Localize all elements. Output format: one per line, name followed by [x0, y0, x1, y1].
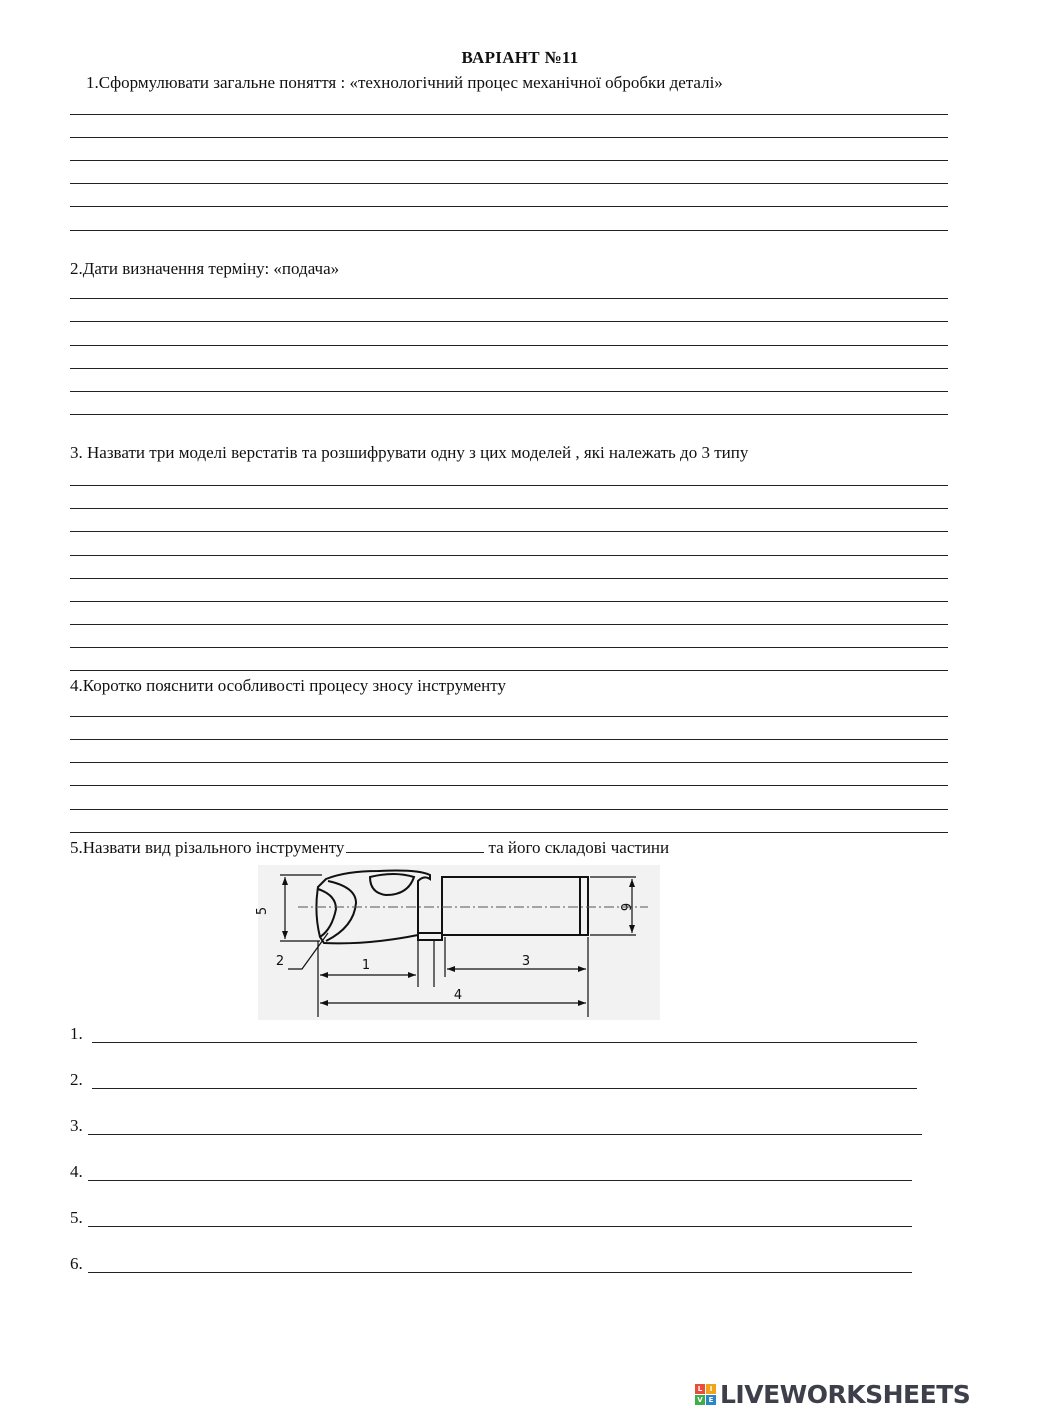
worksheet-title: ВАРІАНТ №11: [461, 48, 579, 67]
answer-line[interactable]: [70, 647, 948, 648]
dim-label-1: 1: [361, 958, 371, 973]
answer-line[interactable]: [70, 555, 948, 556]
answer-line[interactable]: [88, 1272, 912, 1273]
question-2: 2.Дати визначення терміну: «подача»: [70, 259, 340, 278]
answer-number: 4.: [70, 1162, 83, 1181]
answer-line[interactable]: [70, 624, 948, 625]
logo-tile-e: E: [706, 1395, 716, 1405]
answer-line[interactable]: [70, 114, 948, 115]
answer-line[interactable]: [70, 414, 948, 415]
dim-label-3: 3: [521, 954, 531, 969]
answer-number: 6.: [70, 1254, 83, 1273]
end-mill-drawing-icon: [255, 865, 660, 1020]
answer-line[interactable]: [70, 183, 948, 184]
answer-line[interactable]: [70, 785, 948, 786]
answer-line[interactable]: [70, 485, 948, 486]
logo-tile-i: I: [706, 1384, 716, 1394]
answer-line[interactable]: [70, 601, 948, 602]
answer-line[interactable]: [70, 321, 948, 322]
answer-line[interactable]: [70, 832, 948, 833]
answer-line[interactable]: [70, 762, 948, 763]
answer-line[interactable]: [88, 1180, 912, 1181]
brand-name: LIVEWORKSHEETS: [720, 1379, 971, 1409]
dim-label-6: 6: [617, 902, 632, 912]
answer-line[interactable]: [70, 345, 948, 346]
question-1: 1.Сформулювати загальне поняття : «технологічний процес механічної обробки деталі»: [86, 73, 723, 92]
logo-tile-v: V: [695, 1395, 705, 1405]
dim-label-5: 5: [255, 906, 270, 916]
answer-line[interactable]: [92, 1042, 917, 1043]
answer-line[interactable]: [70, 531, 948, 532]
answer-line[interactable]: [92, 1088, 917, 1089]
answer-line[interactable]: [70, 739, 948, 740]
question-3: 3. Назвати три моделі верстатів та розшифрувати одну з цих моделей , які належать до 3 типу: [70, 443, 749, 462]
answer-line[interactable]: [70, 391, 948, 392]
answer-line[interactable]: [70, 670, 948, 671]
question-5-text-2: та його складові частини: [488, 838, 670, 857]
dim-label-4: 4: [453, 988, 463, 1003]
answer-line[interactable]: [70, 368, 948, 369]
question-4: 4.Коротко пояснити особливості процесу зносу інструменту: [70, 676, 506, 695]
answer-line[interactable]: [70, 809, 948, 810]
question-5: [70, 838, 669, 858]
answer-number: 1.: [70, 1024, 83, 1043]
dim-label-2: 2: [275, 954, 285, 969]
question-5-text: 5.Назвати вид різального інструменту: [70, 838, 345, 857]
answer-line[interactable]: [88, 1226, 912, 1227]
liveworksheets-logo[interactable]: [695, 1377, 970, 1411]
answer-number: 2.: [70, 1070, 83, 1089]
logo-tile-l: L: [695, 1384, 705, 1394]
answer-line[interactable]: [70, 508, 948, 509]
answer-line[interactable]: [88, 1134, 922, 1135]
answer-line[interactable]: [70, 206, 948, 207]
answer-number: 5.: [70, 1208, 83, 1227]
answer-line[interactable]: [70, 298, 948, 299]
answer-line[interactable]: [70, 230, 948, 231]
tool-type-blank[interactable]: [346, 838, 484, 853]
answer-line[interactable]: [70, 578, 948, 579]
answer-line[interactable]: [70, 716, 948, 717]
answer-line[interactable]: [70, 137, 948, 138]
answer-number: 3.: [70, 1116, 83, 1135]
answer-line[interactable]: [70, 160, 948, 161]
liveworksheets-logo-icon: [695, 1384, 716, 1405]
